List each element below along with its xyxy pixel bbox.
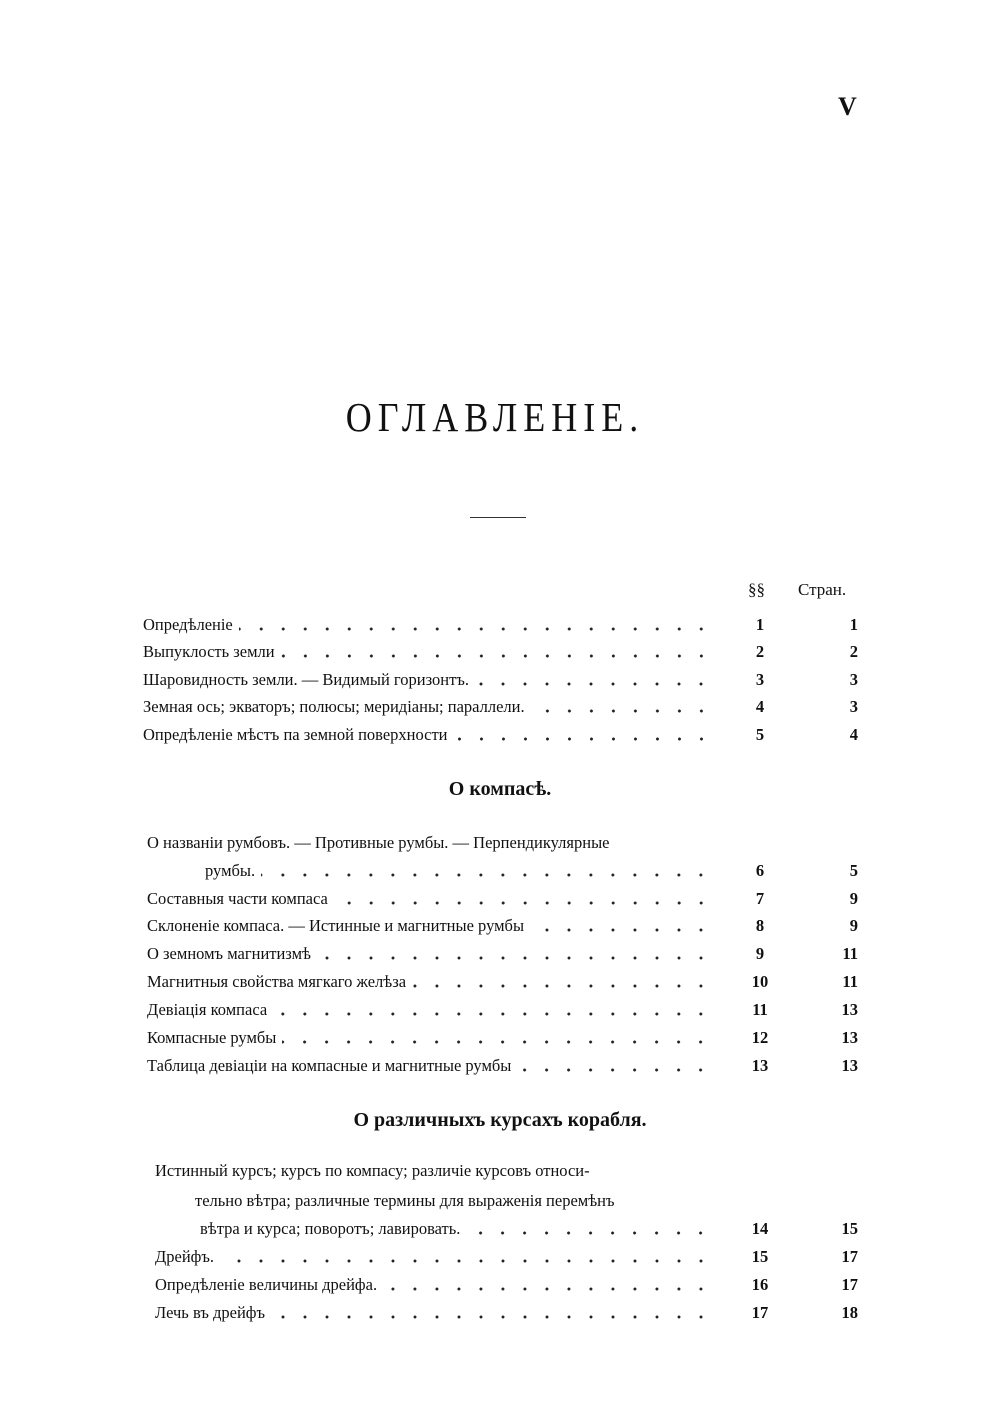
page-column-header: Стран. [798, 580, 847, 599]
entry-title: Выпуклость земли [143, 642, 275, 661]
entry-section-number: 3 [755, 670, 765, 689]
dot-leader [271, 1315, 712, 1319]
toc-entry[interactable] [0, 1245, 1000, 1269]
dot-leader [530, 928, 712, 932]
page-number: V [838, 92, 857, 121]
entry-title-wrap [147, 914, 712, 938]
entry-page-number: 3 [849, 670, 858, 689]
dot-leader [383, 1287, 712, 1291]
entry-title-wrap [147, 970, 712, 994]
entry-title-wrap [143, 640, 712, 664]
entry-section-number: 15 [751, 1247, 769, 1266]
dot-leader [517, 1068, 712, 1072]
entry-title: Шаровидность земли. — Видимый горизонтъ. [143, 670, 469, 689]
entry-page-number: 13 [841, 1028, 858, 1047]
section-heading: О компасѣ. [448, 778, 552, 800]
entry-page-number: 17 [841, 1275, 858, 1294]
entry-section-number: 11 [752, 1000, 768, 1019]
section-column-header: §§ [748, 580, 765, 599]
entry-section-number: 12 [751, 1028, 769, 1047]
dot-leader [239, 627, 712, 631]
dot-leader [334, 901, 712, 905]
divider [470, 517, 526, 518]
toc-entry[interactable] [0, 1273, 1000, 1297]
dot-leader [220, 1259, 712, 1263]
entry-title: Дрейфъ. [155, 1247, 215, 1266]
dot-leader [273, 1012, 712, 1016]
entry-page-number: 9 [849, 916, 858, 935]
entry-title-wrap [200, 1217, 712, 1241]
entry-title-wrap [205, 859, 712, 883]
entry-title: румбы. [205, 861, 256, 880]
toc-entry[interactable] [0, 1026, 1000, 1050]
entry-section-number: 2 [755, 642, 765, 661]
entry-section-number: 16 [751, 1275, 769, 1294]
entry-title-wrap [155, 1245, 712, 1269]
entry-title: вѣтра и курса; поворотъ; лавировать. [200, 1219, 461, 1238]
entry-section-number: 17 [751, 1303, 769, 1322]
entry-page-number: 13 [841, 1000, 858, 1019]
entry-section-number: 8 [755, 916, 765, 935]
toc-entry[interactable] [0, 914, 1000, 938]
entry-title-wrap [147, 887, 712, 911]
dot-leader [412, 984, 712, 988]
entry-page-number: 18 [841, 1303, 858, 1322]
toc-entry[interactable] [0, 640, 1000, 664]
entry-title: Магнитныя свойства мягкаго желѣза [147, 972, 407, 991]
entry-title: Опредѣленіе [143, 615, 233, 634]
toc-entry[interactable] [0, 998, 1000, 1022]
dot-leader [466, 1231, 712, 1235]
entry-page-number: 15 [841, 1219, 858, 1238]
toc-entry[interactable] [0, 942, 1000, 966]
entry-section-number: 4 [755, 697, 765, 716]
toc-entry[interactable] [0, 970, 1000, 994]
entry-section-number: 13 [751, 1056, 769, 1075]
entry-title-wrap [155, 1301, 712, 1325]
entry-title-line: Истинный курсъ; курсъ по компасу; различіе курсовъ относи- [155, 1161, 590, 1180]
dot-leader [317, 956, 712, 960]
page-title: ОГЛАВЛЕНІЕ. [345, 394, 645, 440]
entry-page-number: 11 [842, 972, 858, 991]
entry-page-number: 1 [849, 615, 858, 634]
toc-entry[interactable] [0, 887, 1000, 911]
entry-title: Опредѣленіе величины дрейфа. [155, 1275, 378, 1294]
dot-leader [261, 873, 712, 877]
toc-entry[interactable] [0, 723, 1000, 747]
dot-leader [531, 709, 712, 713]
entry-title-wrap [147, 1026, 712, 1050]
entry-title-wrap [143, 613, 712, 637]
entry-title: Склоненіе компаса. — Истинные и магнитные румбы [147, 916, 525, 935]
dot-leader [281, 654, 712, 658]
entry-title-wrap [143, 695, 712, 719]
toc-entry[interactable] [0, 1301, 1000, 1325]
toc-entry[interactable] [0, 668, 1000, 692]
entry-section-number: 5 [755, 725, 765, 744]
dot-leader [282, 1040, 712, 1044]
toc-entry[interactable] [0, 1054, 1000, 1078]
entry-page-number: 11 [842, 944, 858, 963]
entry-section-number: 7 [755, 889, 765, 908]
entry-title: Компасные румбы [147, 1028, 277, 1047]
entry-section-number: 14 [751, 1219, 769, 1238]
entry-section-number: 1 [755, 615, 765, 634]
entry-title: Таблица девіаціи на компасные и магнитные румбы [147, 1056, 512, 1075]
dot-leader [454, 737, 712, 741]
entry-page-number: 9 [849, 889, 858, 908]
entry-title-line: тельно вѣтра; различные термины для выраженія перемѣнъ [195, 1191, 615, 1210]
entry-title: Лечь въ дрейфъ [155, 1303, 265, 1322]
dot-leader [475, 682, 712, 686]
toc-entry[interactable] [0, 859, 1000, 883]
entry-title-wrap [143, 723, 712, 747]
toc-entry[interactable] [0, 695, 1000, 719]
entry-title-wrap [147, 1054, 712, 1078]
entry-title: Составныя части компаса [147, 889, 328, 908]
section-heading: О различныхъ курсахъ корабля. [353, 1109, 647, 1131]
entry-title-wrap [147, 998, 712, 1022]
entry-title-line: О названіи румбовъ. — Противные румбы. — Перпендикулярные [147, 833, 610, 852]
entry-section-number: 9 [755, 944, 765, 963]
entry-page-number: 13 [841, 1056, 858, 1075]
entry-section-number: 10 [751, 972, 769, 991]
entry-page-number: 5 [849, 861, 858, 880]
entry-title: О земномъ магнитизмѣ [147, 944, 311, 963]
entry-title: Девіація компаса [147, 1000, 268, 1019]
entry-page-number: 2 [849, 642, 858, 661]
entry-section-number: 6 [755, 861, 765, 880]
entry-title: Опредѣленіе мѣстъ па земной поверхности [143, 725, 448, 744]
entry-page-number: 4 [849, 725, 858, 744]
entry-page-number: 17 [841, 1247, 858, 1266]
entry-page-number: 3 [849, 697, 858, 716]
toc-entry[interactable] [0, 1217, 1000, 1241]
entry-title: Земная ось; экваторъ; полюсы; меридіаны; параллели. [143, 697, 525, 716]
entry-title-wrap [143, 668, 712, 692]
entry-title-wrap [155, 1273, 712, 1297]
entry-title-wrap [147, 942, 712, 966]
toc-entry[interactable] [0, 613, 1000, 637]
